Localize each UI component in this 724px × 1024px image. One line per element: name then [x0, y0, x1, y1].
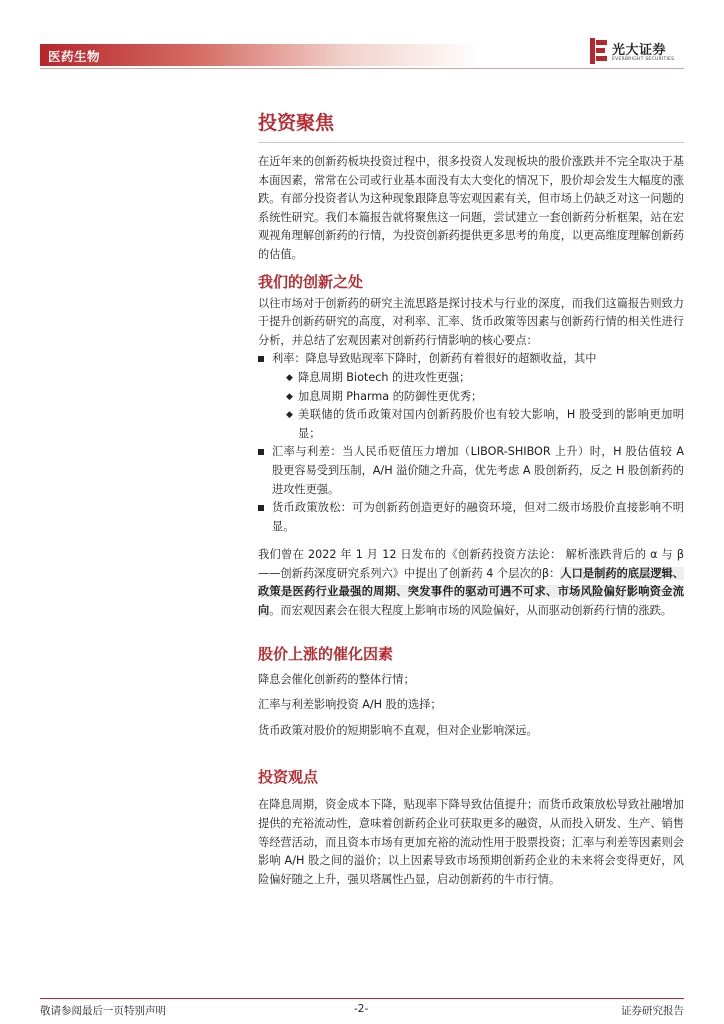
section-label: 医药生物 — [48, 49, 101, 64]
bullet-monetary: 货币政策放松：可为创新药创造更好的融资环境，但对二级市场股价直接影响不明显。 — [258, 499, 684, 536]
report-type: 证券研究报告 — [621, 1005, 684, 1017]
sub-bullet-pharma: ◆ 加息周期 Pharma 的防御性更优秀； — [258, 388, 684, 407]
catalysts-title: 股价上涨的催化因素 — [258, 644, 394, 663]
logo-text-en: EVERBRIGHT SECURITIES — [612, 57, 675, 62]
bullet-fx: 汇率与利差：当人民币贬值压力增加（LIBOR-SHIBOR 上升）时，H 股估值较 A 股更容易受到压制，A/H 溢价随之升高，优先考虑 A 股创新药，反之 H 股创新药的进攻性更强。 — [258, 443, 684, 499]
everbright-logo-icon — [590, 38, 608, 64]
footer-divider — [40, 998, 684, 999]
disclaimer-note: 敬请参阅最后一页特别声明 — [40, 1005, 166, 1017]
catalyst-item: 汇率与利差影响投资 A/H 股的选择； — [258, 698, 442, 712]
focus-intro: 在近年来的创新药板块投资过程中，很多投资人发现板块的股价涨跌并不完全取决于基本面因素，常常在公司或行业基本面没有太大变化的情况下，股价却会发生大幅度的涨跌。有部分投资者认为这种现象跟降息等宏观因素有关，但市场上仍缺乏对这一问题的系统性研究。我们本篇报告就将聚焦这一问题，尝试建立一套创新药分析框架，站在宏观视角理解创新药的行情，为投资创新药提供更多思考的角度，以更高维度理解创新药的估值。 — [258, 155, 684, 261]
beta-text: 我们曾在 2022 年 1 月 12 日发布的《创新药投资方法论： 解析涨跌背后的 α 与 β——创新药深度研究系列六》中提出了创新药 4 个层次的β： — [258, 548, 684, 580]
sub-bullet-biotech: ◆ 降息周期 Biotech 的进攻性更强； — [258, 369, 684, 388]
page-number: -2- — [354, 1003, 369, 1015]
bullet-rate: 利率：降息导致贴现率下降时，创新药有着很好的超额收益，其中 — [258, 350, 684, 369]
header-band — [40, 44, 480, 66]
sub-bullet-fed: ◆ 美联储的货币政策对国内创新药股价也有较大影响，H 股受到的影响更加明显； — [258, 406, 684, 443]
view-text: 在降息周期，资金成本下降，贴现率下降导致估值提升；而货币政策放松导致社融增加提供的充裕流动性，意味着创新药企业可获取更多的融资，从而投入研发、生产、销售等经营活动，而且资本市场有更加充裕的流动性用于股票投资；汇率与利差等因素则会影响 A/H 股之间的溢价；以上因素导致市场预期创新药企业的未来将会变得更好，风险偏好随之上升，强贝塔属性凸显，启动创新药的牛市行情。 — [258, 798, 684, 886]
view-title: 投资观点 — [258, 768, 319, 787]
main-content — [258, 108, 684, 889]
header-divider — [40, 68, 684, 69]
company-logo — [590, 38, 690, 68]
catalyst-item: 货币政策对股价的短期影响不直观，但对企业影响深远。 — [258, 723, 538, 737]
beta-highlight: 人口是制药的底层逻辑、政策是医药行业最强的周期、突发事件的驱动可遇不可求、市场风险偏好影响资金流向 — [258, 566, 684, 618]
logo-text-cn: 光大证券 — [612, 43, 667, 58]
catalyst-item: 降息会催化创新药的整体行情； — [258, 672, 415, 686]
beta-tail: 。而宏观因素会在很大程度上影响市场的风险偏好，从而驱动创新药行情的涨跌。 — [269, 604, 672, 618]
title-divider — [258, 142, 684, 143]
innovation-title: 我们的创新之处 — [258, 272, 364, 291]
investment-focus-title: 投资聚焦 — [258, 112, 335, 134]
innovation-intro: 以往市场对于创新药的研究主流思路是探讨技术与行业的深度，而我们这篇报告则致力于提升创新药研究的高度，对利率、汇率、货币政策等因素与创新药行情的相关性进行分析，并总结了宏观因素对创新药行情影响的核心要点： — [258, 296, 684, 347]
beta-paragraph — [258, 546, 684, 620]
